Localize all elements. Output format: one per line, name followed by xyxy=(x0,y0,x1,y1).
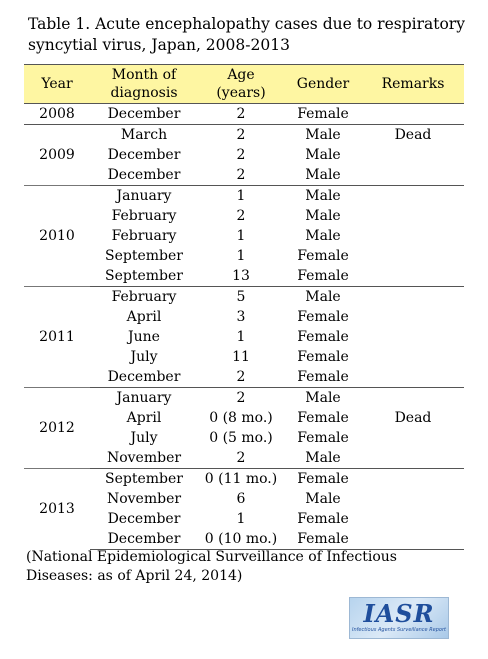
table-row xyxy=(24,104,464,125)
cell-remarks xyxy=(362,206,464,226)
cell-age: 1 xyxy=(236,248,246,264)
cases-table xyxy=(24,64,464,550)
cell-gender: Female xyxy=(297,511,349,527)
cell-age: 0 (10 mo.) xyxy=(198,529,284,550)
table-row xyxy=(24,469,464,490)
header-month-line1: Month of xyxy=(111,67,177,83)
cell-month: April xyxy=(126,309,162,325)
cell-remarks xyxy=(362,145,464,165)
cell-remarks xyxy=(362,428,464,448)
cell-remarks xyxy=(362,509,464,529)
table-row xyxy=(24,287,464,308)
cell-gender: Male xyxy=(284,287,362,308)
cell-remarks xyxy=(362,246,464,266)
cell-year: 2010 xyxy=(24,186,90,287)
cell-remarks xyxy=(362,104,464,125)
source-note xyxy=(26,548,466,586)
table-row xyxy=(24,529,464,550)
cell-age: 0 (5 mo.) xyxy=(209,430,273,446)
cell-year: 2011 xyxy=(24,287,90,388)
table-row xyxy=(24,347,464,367)
cell-remarks xyxy=(362,327,464,347)
table-row xyxy=(24,327,464,347)
cell-remarks: Dead xyxy=(394,410,432,426)
cell-gender: Male xyxy=(305,491,341,507)
cell-year: 2009 xyxy=(24,125,90,186)
cell-year: 2013 xyxy=(24,469,90,550)
table-row xyxy=(24,509,464,529)
cell-age: 2 xyxy=(198,448,284,469)
cell-remarks xyxy=(362,186,464,207)
cell-year: 2008 xyxy=(24,104,90,125)
caption-line-2: syncytial virus, Japan, 2008-2013 xyxy=(28,36,290,54)
cell-remarks xyxy=(362,266,464,287)
cell-month: January xyxy=(90,388,198,409)
cell-month: December xyxy=(90,529,198,550)
cell-gender: Female xyxy=(297,410,349,426)
header-age-line2: (years) xyxy=(216,85,266,101)
cell-remarks xyxy=(362,307,464,327)
iasr-logo-subtitle: Infectious Agents Surveillance Report xyxy=(351,627,447,633)
cell-gender: Male xyxy=(284,165,362,186)
table-row xyxy=(24,428,464,448)
cell-gender: Female xyxy=(284,367,362,388)
cell-age: 1 xyxy=(236,228,246,244)
cell-age: 0 (11 mo.) xyxy=(198,469,284,490)
cell-month: June xyxy=(128,329,160,345)
cell-gender: Female xyxy=(284,266,362,287)
cell-remarks xyxy=(362,469,464,490)
cell-gender: Female xyxy=(297,430,349,446)
table-row xyxy=(24,266,464,287)
cell-age: 11 xyxy=(232,349,250,365)
source-note-line-2: Diseases: as of April 24, 2014) xyxy=(26,568,243,584)
cell-remarks: Dead xyxy=(362,125,464,146)
header-gender xyxy=(284,65,362,104)
cell-age: 2 xyxy=(198,125,284,146)
cell-gender: Male xyxy=(305,228,341,244)
header-row xyxy=(24,65,464,104)
cell-month: December xyxy=(107,147,181,163)
cell-month: July xyxy=(130,430,158,446)
cell-age: 2 xyxy=(198,104,284,125)
table-row xyxy=(24,226,464,246)
caption-line-1: Table 1. Acute encephalopathy cases due to respiratory xyxy=(28,15,465,33)
table-row xyxy=(24,307,464,327)
cell-remarks xyxy=(362,347,464,367)
cell-month: February xyxy=(111,208,177,224)
table-caption xyxy=(28,14,468,56)
header-year xyxy=(24,65,90,104)
cell-month: April xyxy=(126,410,162,426)
cell-age: 2 xyxy=(198,367,284,388)
cell-gender: Female xyxy=(297,349,349,365)
cell-month: December xyxy=(107,511,181,527)
table-row xyxy=(24,145,464,165)
cell-gender: Male xyxy=(284,125,362,146)
cell-gender: Male xyxy=(284,388,362,409)
cell-age: 1 xyxy=(236,329,246,345)
cell-age: 1 xyxy=(236,511,246,527)
table-body xyxy=(24,104,464,550)
cell-age: 2 xyxy=(198,165,284,186)
header-gender-label: Gender xyxy=(296,76,350,92)
cell-gender: Male xyxy=(305,147,341,163)
table-row xyxy=(24,125,464,146)
header-age xyxy=(198,65,284,104)
cell-month: July xyxy=(130,349,158,365)
table-row xyxy=(24,388,464,409)
cell-remarks xyxy=(362,388,464,409)
cell-gender: Female xyxy=(297,309,349,325)
header-remarks-label: Remarks xyxy=(381,76,445,92)
cell-gender: Male xyxy=(284,186,362,207)
cell-remarks xyxy=(362,165,464,186)
cell-age: 3 xyxy=(236,309,246,325)
cell-month: March xyxy=(90,125,198,146)
cell-month: November xyxy=(106,491,182,507)
cell-gender: Female xyxy=(284,469,362,490)
table-row xyxy=(24,246,464,266)
cell-age: 0 (8 mo.) xyxy=(209,410,273,426)
cell-gender: Male xyxy=(284,448,362,469)
cell-month: November xyxy=(90,448,198,469)
cell-remarks xyxy=(362,226,464,246)
table-row xyxy=(24,165,464,186)
cell-gender: Female xyxy=(284,529,362,550)
cell-age: 5 xyxy=(198,287,284,308)
iasr-logo xyxy=(349,597,449,639)
cell-remarks xyxy=(362,489,464,509)
cell-gender: Female xyxy=(297,248,349,264)
cell-remarks xyxy=(362,448,464,469)
cell-month: January xyxy=(90,186,198,207)
table-row xyxy=(24,448,464,469)
header-month xyxy=(90,65,198,104)
cell-month: September xyxy=(105,248,183,264)
table-row xyxy=(24,367,464,388)
cell-age: 2 xyxy=(236,147,246,163)
header-age-line1: Age xyxy=(227,67,255,83)
iasr-logo-text: IASR xyxy=(363,599,435,628)
table-row xyxy=(24,186,464,207)
cell-month: December xyxy=(90,165,198,186)
cell-remarks xyxy=(362,367,464,388)
cell-month: February xyxy=(111,228,177,244)
source-note-line-1: (National Epidemiological Surveillance of Infectious xyxy=(26,549,397,565)
cell-gender: Female xyxy=(297,329,349,345)
cell-remarks xyxy=(362,287,464,308)
cell-age: 2 xyxy=(236,208,246,224)
table-row xyxy=(24,408,464,428)
header-month-line2: diagnosis xyxy=(110,85,178,101)
cell-year: 2012 xyxy=(24,388,90,469)
cell-gender: Female xyxy=(284,104,362,125)
cell-month: February xyxy=(90,287,198,308)
cell-age: 13 xyxy=(198,266,284,287)
cell-month: December xyxy=(90,104,198,125)
cell-age: 2 xyxy=(198,388,284,409)
cell-month: December xyxy=(90,367,198,388)
table-row xyxy=(24,206,464,226)
table-row xyxy=(24,489,464,509)
header-year-label: Year xyxy=(41,76,73,92)
cell-remarks xyxy=(362,529,464,550)
cell-month: September xyxy=(90,266,198,287)
cell-age: 1 xyxy=(198,186,284,207)
cell-month: September xyxy=(90,469,198,490)
header-remarks xyxy=(362,65,464,104)
cell-gender: Male xyxy=(305,208,341,224)
cell-age: 6 xyxy=(236,491,246,507)
